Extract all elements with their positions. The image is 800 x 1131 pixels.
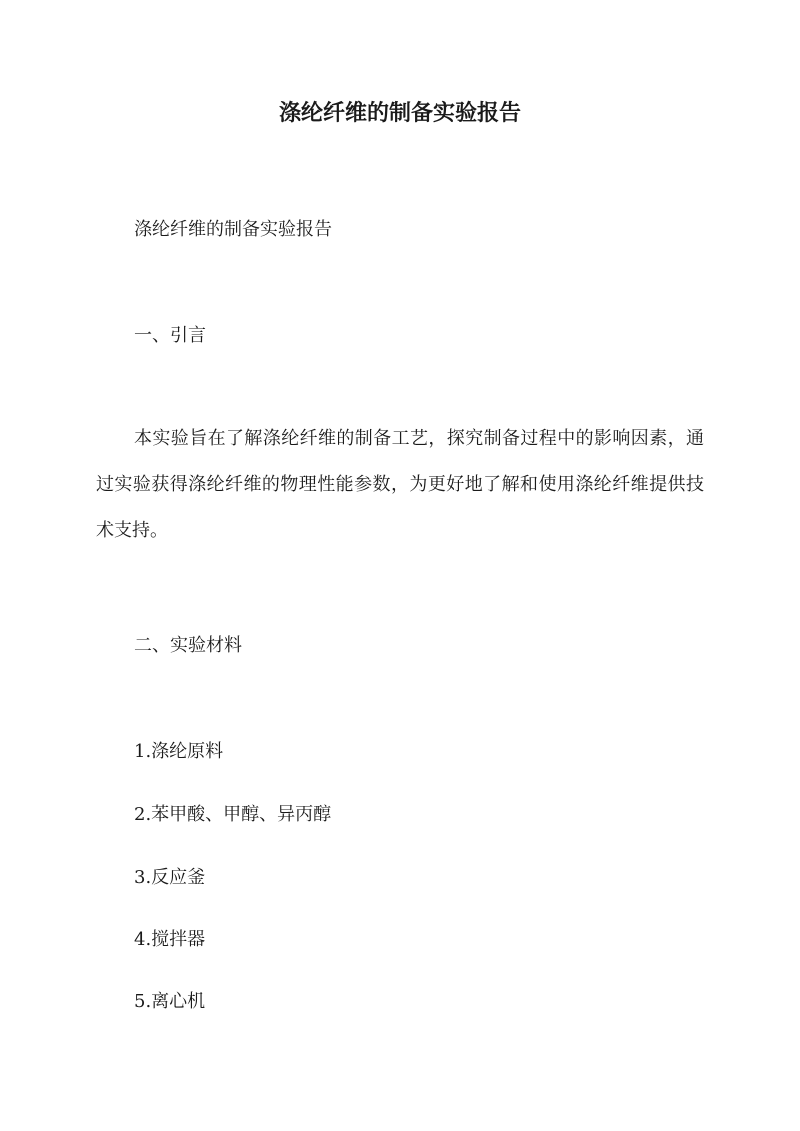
list-item: 5.离心机 [134,991,206,1012]
introduction-paragraph: 本实验旨在了解涤纶纤维的制备工艺，探究制备过程中的影响因素，通过实验获得涤纶纤维的物理性能参数，为更好地了解和使用涤纶纤维提供技术支持。 [96,428,704,541]
document-title: 涤纶纤维的制备实验报告 [278,100,521,126]
list-item: 2.苯甲酸、甲醇、异丙醇 [134,804,332,825]
section-heading-introduction: 一、引言 [134,325,206,346]
list-item: 1.涤纶原料 [134,741,224,762]
document-subtitle: 涤纶纤维的制备实验报告 [134,219,332,240]
list-item: 4.搅拌器 [134,929,206,950]
section-heading-materials: 二、实验材料 [134,635,242,656]
list-item: 3.反应釜 [134,867,206,888]
